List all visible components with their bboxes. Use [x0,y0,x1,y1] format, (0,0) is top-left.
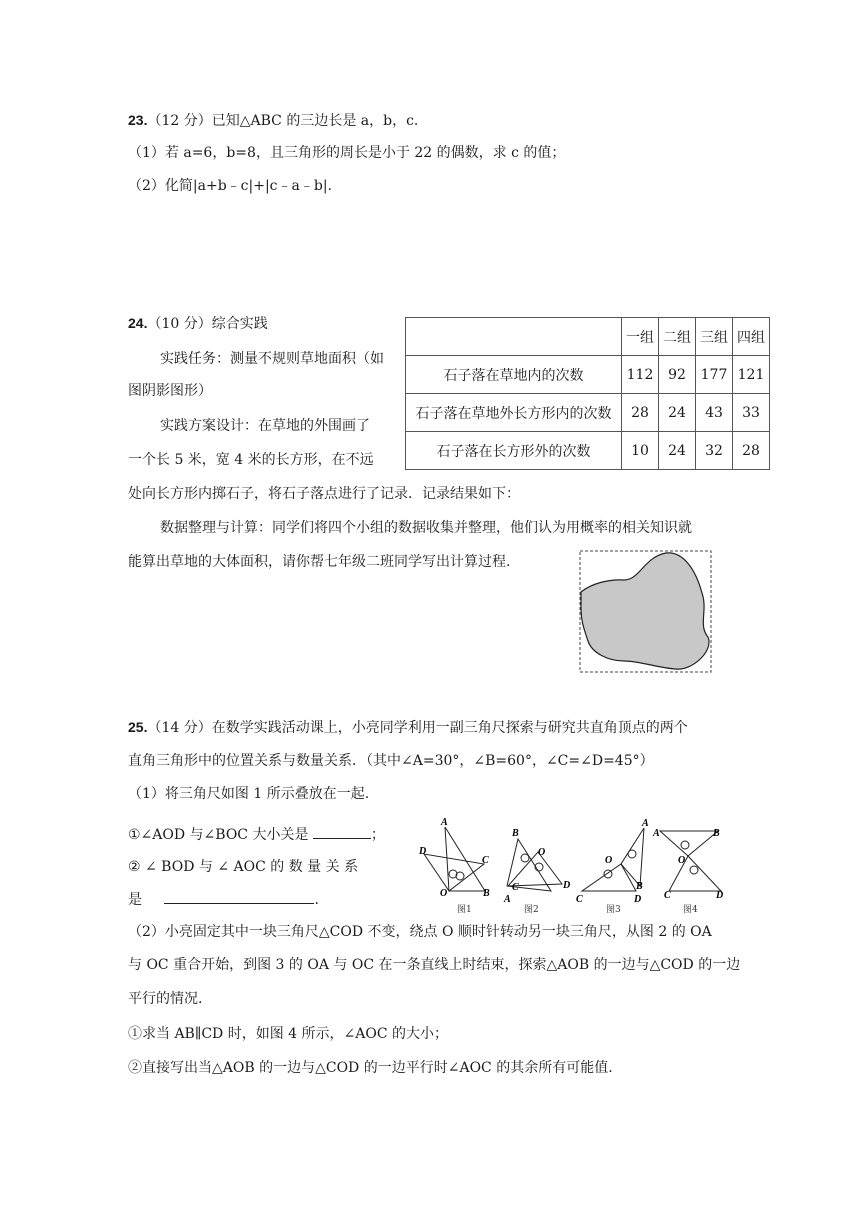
label-b: B [713,828,720,839]
q25-part1-b-line2 [128,889,319,910]
table-header-cell: 一组 [622,318,659,356]
table-cell: 28 [733,432,770,470]
table-cell: 121 [733,356,770,394]
label-o: O [440,888,448,899]
table-cell: 28 [622,394,659,432]
q24-heading [128,313,268,334]
q24-calc-line2: 能算出草地的大体面积，请你帮七年级二班同学写出计算过程. [128,554,511,570]
table-header-cell [406,318,622,356]
question-number: 23. [128,112,148,128]
label-c: C [664,890,671,901]
q23-part2: （2）化简|a+b﹣c|+|c﹣a﹣b|. [128,178,332,194]
label-b: B [636,881,643,892]
figure-caption: 图2 [524,905,539,915]
q25-part1-b-line1: ② ∠ BOD 与 ∠ AOC 的 数 量 关 系 [128,859,359,875]
answer-blank[interactable] [164,889,314,904]
q24-head-text: （10 分）综合实践 [147,316,268,332]
label-a: A [642,818,649,829]
table-cell: 112 [622,356,659,394]
label-b: B [483,888,490,899]
table-cell: 24 [659,394,696,432]
table-header-row [406,318,770,356]
table-cell: 石子落在草地外长方形内的次数 [406,394,622,432]
q23-part1: （1）若 a=6，b=8，且三角形的周长是小于 22 的偶数，求 c 的值； [128,145,566,161]
figure-3 [582,828,644,891]
q24-design-line2: 一个长 5 米，宽 4 米的长方形，在不远 [128,452,374,468]
q25-part1: （1）将三角尺如图 1 所示叠放在一起. [128,786,370,802]
label-o: O [605,855,613,866]
q24-design-line3: 处向长方形内掷石子，将石子落点进行了记录．记录结果如下： [128,486,520,502]
table-cell: 43 [696,394,733,432]
label-c: C [482,855,489,866]
q25-part1-b-text: 是 [128,892,142,908]
label-c: C [576,894,583,905]
label-a: A [441,817,448,828]
table-header-cell: 四组 [733,318,770,356]
q25-part1-a-end: ； [370,827,385,843]
question-number: 24. [128,315,148,331]
label-d: D [563,880,571,891]
label-b: B [512,828,519,839]
label-d: D [419,846,427,857]
figure-1 [424,827,485,891]
q25-head-text-1: （14 分）在数学实践活动课上，小亮同学利用一副三角尺探索与研究共直角顶点的两个 [147,720,688,736]
q25-heading [128,717,688,738]
table-cell: 177 [696,356,733,394]
table-row [406,394,770,432]
grass-shape [581,553,709,669]
q25-part2-line3: 平行的情况. [128,991,203,1007]
label-o: O [678,855,686,866]
label-d: D [716,890,724,901]
q25-part2-a: ①求当 AB∥CD 时，如图 4 所示，∠AOC 的大小； [128,1026,448,1042]
table-cell: 32 [696,432,733,470]
q25-part1-b-end: . [314,892,319,908]
label-c: C [512,882,519,893]
q24-task-line2: 图阴影图形） [128,383,212,399]
table-row [406,356,770,394]
figure-caption: 图3 [606,905,621,915]
table-cell: 92 [659,356,696,394]
label-a: A [504,894,511,905]
label-d: D [634,894,642,905]
q24-task-line1: 实践任务：测量不规则草地面积（如 [160,351,384,367]
grass-area-figure [578,549,714,675]
q23-heading [128,110,418,131]
record-table [405,317,770,470]
figure-4 [660,831,721,891]
q24-calc-line1: 数据整理与计算：同学们将四个小组的数据收集并整理，他们认为用概率的相关知识就 [160,520,692,536]
table-header-cell: 二组 [659,318,696,356]
table-cell: 10 [622,432,659,470]
q25-part1-a [128,824,385,845]
q25-part2-line1: （2）小亮固定其中一块三角尺△COD 不变，绕点 O 顺时针转动另一块三角尺，从图 2 的 OA [128,924,712,940]
q24-design-line1: 实践方案设计：在草地的外围画了 [160,418,370,434]
table-cell: 33 [733,394,770,432]
table-header-cell: 三组 [696,318,733,356]
table-cell: 石子落在长方形外的次数 [406,432,622,470]
table-cell: 24 [659,432,696,470]
question-number: 25. [128,719,148,735]
figure-caption: 图1 [457,905,472,915]
q25-head-line2: 直角三角形中的位置关系与数量关系．（其中∠A=30°，∠B=60°，∠C=∠D=45°） [128,753,654,769]
label-o: O [538,847,546,858]
triangle-figures [408,816,728,918]
label-a: A [653,828,660,839]
table-row [406,432,770,470]
q25-part1-a-text: ①∠AOD 与∠BOC 大小关是 [128,827,309,843]
q23-head-text: （12 分）已知△ABC 的三边长是 a，b，c. [147,113,419,129]
answer-blank[interactable] [313,824,371,839]
q25-part2-line2: 与 OC 重合开始，到图 3 的 OA 与 OC 在一条直线上时结束，探索△AOB 的一边与△COD 的一边 [128,957,741,973]
figure-caption: 图4 [683,905,698,915]
q25-part2-b: ②直接写出当△AOB 的一边与△COD 的一边平行时∠AOC 的其余所有可能值. [128,1060,613,1076]
table-cell: 石子落在草地内的次数 [406,356,622,394]
